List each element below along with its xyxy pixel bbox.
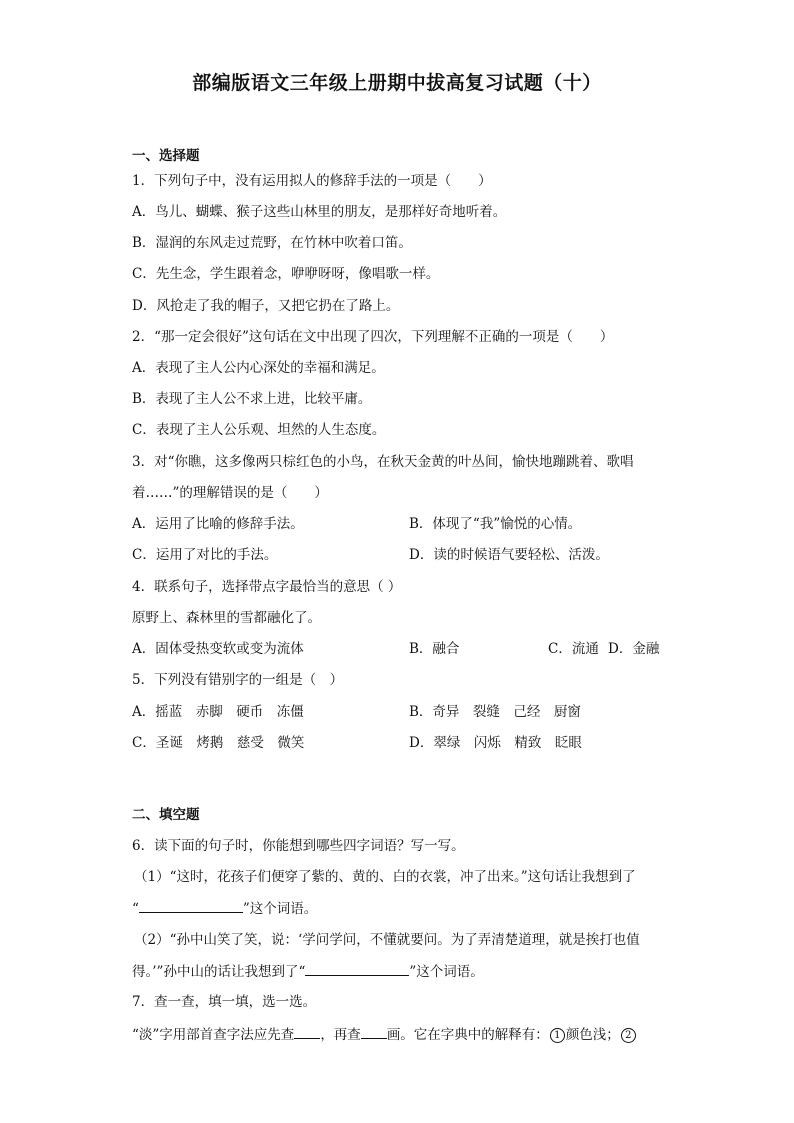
question-7-stem: 7．查一查，填一填，选一选。 <box>132 994 317 1010</box>
q7-definition-1: 颜色浅； <box>565 1027 620 1043</box>
quote-open: “ <box>132 901 139 917</box>
question-6-part2-line2 <box>132 961 484 982</box>
question-2-stem: 2．“那一定会很好”这句话在文中出现了四次，下列理解不正确的一项是（ ） <box>132 329 614 345</box>
question-4-option-d: D．金融 <box>608 641 660 657</box>
answer-blank-radical[interactable] <box>294 1024 320 1039</box>
question-1-option-d: D．风抢走了我的帽子，又把它扔在了路上。 <box>132 298 400 314</box>
question-4-sentence: 原野上、森林里的雪都融化了。 <box>132 610 321 626</box>
question-6-part2-line1: （2）“孙中山笑了笑，说：‘学问学问，不懂就要问。为了弄清楚道理，就是挨打也值 <box>134 932 640 948</box>
question-4-option-b: B．融合 <box>409 641 460 657</box>
q7-text-post: 画。它在字典中的解释有： <box>386 1027 549 1043</box>
question-3-option-a: A．运用了比喻的修辞手法。 <box>132 516 304 532</box>
question-7-line <box>132 1024 637 1045</box>
q7-text-pre: “淡”字用部首查字法应先查 <box>132 1027 295 1043</box>
question-2-option-a: A．表现了主人公内心深处的幸福和满足。 <box>132 360 385 376</box>
question-5-option-c: C．圣诞 烤鹅 慈受 微笑 <box>132 735 305 751</box>
question-6-part1-line1: （1）“这时，花孩子们便穿了紫的、黄的、白的衣裳，冲了出来。”这句话让我想到了 <box>134 869 636 885</box>
question-5-option-a: A．摇蓝 赤脚 硬币 冻僵 <box>132 704 304 720</box>
answer-blank-2[interactable] <box>305 961 409 976</box>
question-1-option-b: B．湿润的东风走过荒野，在竹林中吹着口笛。 <box>132 235 412 251</box>
q7-text-mid: ，再查 <box>320 1027 361 1043</box>
question-1-option-c: C．先生念，学生跟着念，咿咿呀呀，像唱歌一样。 <box>132 266 440 282</box>
question-4-option-c: C．流通 <box>548 641 599 657</box>
question-3-option-c: C．运用了对比的手法。 <box>132 547 278 563</box>
part2-text-pre: 得。’”孙中山的话让我想到了“ <box>132 964 306 980</box>
question-4-stem: 4．联系句子，选择带点字最恰当的意思（ ） <box>132 579 402 595</box>
question-6-part1-line2 <box>132 898 317 919</box>
question-5-option-d: D．翠绿 闪烁 精致 眨眼 <box>409 735 582 751</box>
answer-blank-strokes[interactable] <box>361 1024 387 1039</box>
question-1-stem: 1．下列句子中，没有运用拟人的修辞手法的一项是（ ） <box>132 173 492 189</box>
question-5-option-b: B．奇异 裂缝 己经 厨窗 <box>409 704 581 720</box>
question-3-option-d: D．读的时候语气要轻松、活泼。 <box>409 547 609 563</box>
question-2-option-b: B．表现了主人公不求上进，比较平庸。 <box>132 391 372 407</box>
circled-number-2: 2 <box>621 1028 636 1043</box>
question-3-stem-line1: 3．对“你瞧，这多像两只棕红色的小鸟，在秋天金黄的叶丛间，愉快地蹦跳着、歌唱 <box>132 454 634 470</box>
page-title: 部编版语文三年级上册期中拔高复习试题（十） <box>192 72 602 94</box>
part2-text-post: ”这个词语。 <box>409 964 484 980</box>
question-3-option-b: B．体现了“我”愉悦的心情。 <box>409 516 582 532</box>
question-6-stem: 6．读下面的句子时，你能想到哪些四字词语？写一写。 <box>132 838 465 854</box>
section-heading-fill: 二、填空题 <box>132 807 200 823</box>
answer-blank-1[interactable] <box>139 898 243 913</box>
question-1-option-a: A．鸟儿、蝴蝶、猴子这些山林里的朋友，是那样好奇地听着。 <box>132 204 507 220</box>
question-4-option-a: A．固体受热变软或变为流体 <box>132 641 304 657</box>
quote-close-text: ”这个词语。 <box>242 901 318 917</box>
section-heading-choice: 一、选择题 <box>132 148 200 164</box>
question-3-stem-line2: 着……”的理解错误的是（ ） <box>132 485 328 501</box>
question-2-option-c: C．表现了主人公乐观、坦然的人生态度。 <box>132 422 386 438</box>
circled-number-1: 1 <box>550 1028 565 1043</box>
question-5-stem: 5．下列没有错别字的一组是（ ） <box>132 672 344 688</box>
